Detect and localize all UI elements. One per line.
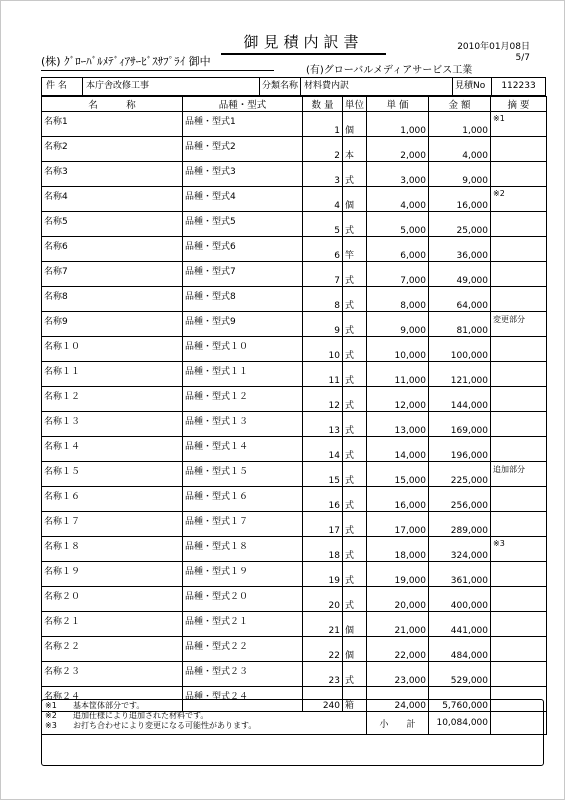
row-qty: 1 [303,112,343,137]
row-amount: 121,000 [429,362,491,387]
row-note [491,437,547,462]
row-spec: 品種・型式１０ [183,337,303,362]
notes-box [41,699,544,766]
row-spec: 品種・型式１３ [183,412,303,437]
row-note [491,612,547,637]
row-amount: 324,000 [429,537,491,562]
row-qty: 7 [303,262,343,287]
table-row [42,412,547,437]
row-name: 名称9 [42,312,183,337]
table-row [42,187,547,212]
row-note [491,562,547,587]
row-spec: 品種・型式8 [183,287,303,312]
row-note [491,512,547,537]
table-row [42,162,547,187]
row-price: 9,000 [367,312,429,337]
table-row [42,337,547,362]
table-row [42,237,547,262]
row-name: 名称１１ [42,362,183,387]
note-line [45,721,540,731]
table-row [42,487,547,512]
row-amount: 49,000 [429,262,491,287]
note-key: ※2 [45,711,57,720]
row-unit: 式 [343,362,367,387]
row-name: 名称１２ [42,387,183,412]
row-name: 名称5 [42,212,183,237]
category-value: 材料費内訳 [300,78,449,95]
row-unit: 個 [343,187,367,212]
row-note [491,212,547,237]
table-row [42,462,547,487]
row-amount: 256,000 [429,487,491,512]
row-spec: 品種・型式２４ [183,687,303,712]
row-unit: 式 [343,387,367,412]
row-amount: 9,000 [429,162,491,187]
row-amount: 64,000 [429,287,491,312]
row-amount: 196,000 [429,437,491,462]
row-amount: 529,000 [429,662,491,687]
row-name: 名称１７ [42,512,183,537]
row-name: 名称2 [42,137,183,162]
row-price: 21,000 [367,612,429,637]
estimate-no-label: 見積No [452,78,495,95]
row-price: 17,000 [367,512,429,537]
note-line [45,711,540,721]
row-unit: 式 [343,562,367,587]
row-price: 18,000 [367,537,429,562]
row-spec: 品種・型式6 [183,237,303,262]
row-amount: 25,000 [429,212,491,237]
row-spec: 品種・型式1 [183,112,303,137]
row-name: 名称7 [42,262,183,287]
row-price: 5,000 [367,212,429,237]
row-unit: 式 [343,337,367,362]
table-row [42,562,547,587]
row-price: 4,000 [367,187,429,212]
row-price: 12,000 [367,387,429,412]
row-spec: 品種・型式１６ [183,487,303,512]
row-spec: 品種・型式2 [183,137,303,162]
table-row [42,137,547,162]
table-row [42,387,547,412]
row-amount: 5,760,000 [429,687,491,712]
note-key: ※1 [45,701,57,710]
row-price: 13,000 [367,412,429,437]
row-note [491,662,547,687]
row-price: 8,000 [367,287,429,312]
subject-value: 本庁舎改修工事 [82,78,298,95]
note-text: お打ち合わせにより変更になる可能性があります。 [73,721,257,730]
row-unit: 式 [343,437,367,462]
row-name: 名称２１ [42,612,183,637]
row-note [491,262,547,287]
row-name: 名称１９ [42,562,183,587]
row-spec: 品種・型式２１ [183,612,303,637]
row-name: 名称１４ [42,437,183,462]
table-row [42,362,547,387]
row-spec: 品種・型式２０ [183,587,303,612]
row-amount: 484,000 [429,637,491,662]
table-row [42,537,547,562]
row-spec: 品種・型式１７ [183,512,303,537]
table-row [42,112,547,137]
row-qty: 9 [303,312,343,337]
row-qty: 10 [303,337,343,362]
note-line [45,701,540,711]
col-unit: 単位 [343,97,367,112]
row-note: ※3 [491,537,547,562]
row-qty: 13 [303,412,343,437]
table-row [42,587,547,612]
row-unit: 個 [343,637,367,662]
note-text: 追加仕様により追加された材料です。 [73,711,209,720]
row-note: ※2 [491,187,547,212]
row-spec: 品種・型式9 [183,312,303,337]
table-row [42,612,547,637]
row-unit: 式 [343,212,367,237]
subtotal-label: 小 計 [367,712,429,735]
header-bar [41,77,546,96]
row-unit: 式 [343,462,367,487]
category-label: 分類名称 [259,78,318,95]
row-price: 23,000 [367,662,429,687]
row-spec: 品種・型式4 [183,187,303,212]
row-note [491,237,547,262]
col-spec: 品種・型式 [183,97,303,112]
issue-date: 2010年01月08日 [457,42,530,52]
row-qty: 22 [303,637,343,662]
row-price: 19,000 [367,562,429,587]
row-qty: 12 [303,387,343,412]
row-qty: 21 [303,612,343,637]
row-qty: 6 [303,237,343,262]
row-note: 追加部分 [491,462,547,487]
row-spec: 品種・型式１２ [183,387,303,412]
row-price: 14,000 [367,437,429,462]
row-name: 名称1 [42,112,183,137]
table-header-row [42,97,547,112]
row-amount: 81,000 [429,312,491,337]
row-price: 20,000 [367,587,429,612]
row-price: 7,000 [367,262,429,287]
row-spec: 品種・型式２２ [183,637,303,662]
col-note: 摘 要 [491,97,547,112]
row-price: 1,000 [367,112,429,137]
row-spec: 品種・型式5 [183,212,303,237]
row-note [491,287,547,312]
table-row [42,637,547,662]
row-price: 11,000 [367,362,429,387]
row-name: 名称3 [42,162,183,187]
row-qty: 240 [303,687,343,712]
document-title: 御見積内訳書 [221,31,386,55]
row-qty: 8 [303,287,343,312]
row-name: 名称4 [42,187,183,212]
subtotal-value: 10,084,000 [429,712,491,735]
row-price: 10,000 [367,337,429,362]
row-note [491,387,547,412]
col-amount: 金 額 [429,97,491,112]
row-qty: 2 [303,137,343,162]
estimate-no-value: 112233 [491,78,545,95]
row-price: 3,000 [367,162,429,187]
row-amount: 4,000 [429,137,491,162]
row-spec: 品種・型式7 [183,262,303,287]
row-spec: 品種・型式１４ [183,437,303,462]
row-unit: 式 [343,512,367,537]
row-unit: 式 [343,312,367,337]
table-row [42,287,547,312]
subject-label: 件 名 [46,81,67,91]
row-amount: 100,000 [429,337,491,362]
row-note [491,137,547,162]
row-qty: 4 [303,187,343,212]
row-amount: 400,000 [429,587,491,612]
row-spec: 品種・型式１５ [183,462,303,487]
row-name: 名称２３ [42,662,183,687]
row-spec: 品種・型式１１ [183,362,303,387]
table-row [42,512,547,537]
row-name: 名称１５ [42,462,183,487]
row-name: 名称１８ [42,537,183,562]
col-name: 名 称 [42,97,183,112]
row-qty: 15 [303,462,343,487]
row-spec: 品種・型式１８ [183,537,303,562]
row-note: 変更部分 [491,312,547,337]
row-unit: 個 [343,612,367,637]
row-name: 名称１０ [42,337,183,362]
row-unit: 式 [343,412,367,437]
row-name: 名称6 [42,237,183,262]
row-amount: 289,000 [429,512,491,537]
row-qty: 3 [303,162,343,187]
row-qty: 5 [303,212,343,237]
row-spec: 品種・型式２３ [183,662,303,687]
page-number: 5/7 [515,53,530,63]
row-price: 15,000 [367,462,429,487]
row-amount: 225,000 [429,462,491,487]
col-price: 単 価 [367,97,429,112]
row-name: 名称２０ [42,587,183,612]
row-note [491,487,547,512]
row-qty: 18 [303,537,343,562]
row-price: 24,000 [367,687,429,712]
row-note [491,337,547,362]
customer-name: (株) ｸﾞﾛｰﾊﾞﾙﾒﾃﾞｨｱｻｰﾋﾞｽｻﾌﾟﾗｲ 御中 [41,53,274,71]
row-qty: 19 [303,562,343,587]
table-row [42,262,547,287]
row-price: 16,000 [367,487,429,512]
row-unit: 式 [343,262,367,287]
row-unit: 式 [343,587,367,612]
row-amount: 361,000 [429,562,491,587]
row-note [491,362,547,387]
row-name: 名称１６ [42,487,183,512]
row-qty: 23 [303,662,343,687]
row-unit: 式 [343,662,367,687]
row-note [491,412,547,437]
row-qty: 11 [303,362,343,387]
row-unit: 箱 [343,687,367,712]
row-qty: 14 [303,437,343,462]
row-spec: 品種・型式3 [183,162,303,187]
row-unit: 竿 [343,237,367,262]
row-name: 名称8 [42,287,183,312]
vendor-name: (有)グローバルメディアサービス工業 [306,65,473,76]
row-note [491,587,547,612]
row-qty: 17 [303,512,343,537]
row-unit: 式 [343,162,367,187]
row-name: 名称２４ [42,687,183,712]
row-note: ※1 [491,112,547,137]
row-unit: 式 [343,537,367,562]
note-key: ※3 [45,721,57,730]
row-amount: 441,000 [429,612,491,637]
row-name: 名称１３ [42,412,183,437]
row-price: 2,000 [367,137,429,162]
row-amount: 144,000 [429,387,491,412]
row-price: 22,000 [367,637,429,662]
row-note [491,637,547,662]
row-spec: 品種・型式１９ [183,562,303,587]
row-amount: 16,000 [429,187,491,212]
col-qty: 数 量 [303,97,343,112]
row-name: 名称２２ [42,637,183,662]
table-row [42,662,547,687]
table-row [42,437,547,462]
row-amount: 36,000 [429,237,491,262]
row-unit: 個 [343,112,367,137]
note-text: 基本筐体部分です。 [73,701,145,710]
row-unit: 本 [343,137,367,162]
row-amount: 1,000 [429,112,491,137]
table-row [42,212,547,237]
row-unit: 式 [343,487,367,512]
table-row [42,312,547,337]
row-amount: 169,000 [429,412,491,437]
row-note [491,162,547,187]
row-qty: 20 [303,587,343,612]
row-price: 6,000 [367,237,429,262]
row-unit: 式 [343,287,367,312]
row-qty: 16 [303,487,343,512]
estimate-table [41,96,547,735]
